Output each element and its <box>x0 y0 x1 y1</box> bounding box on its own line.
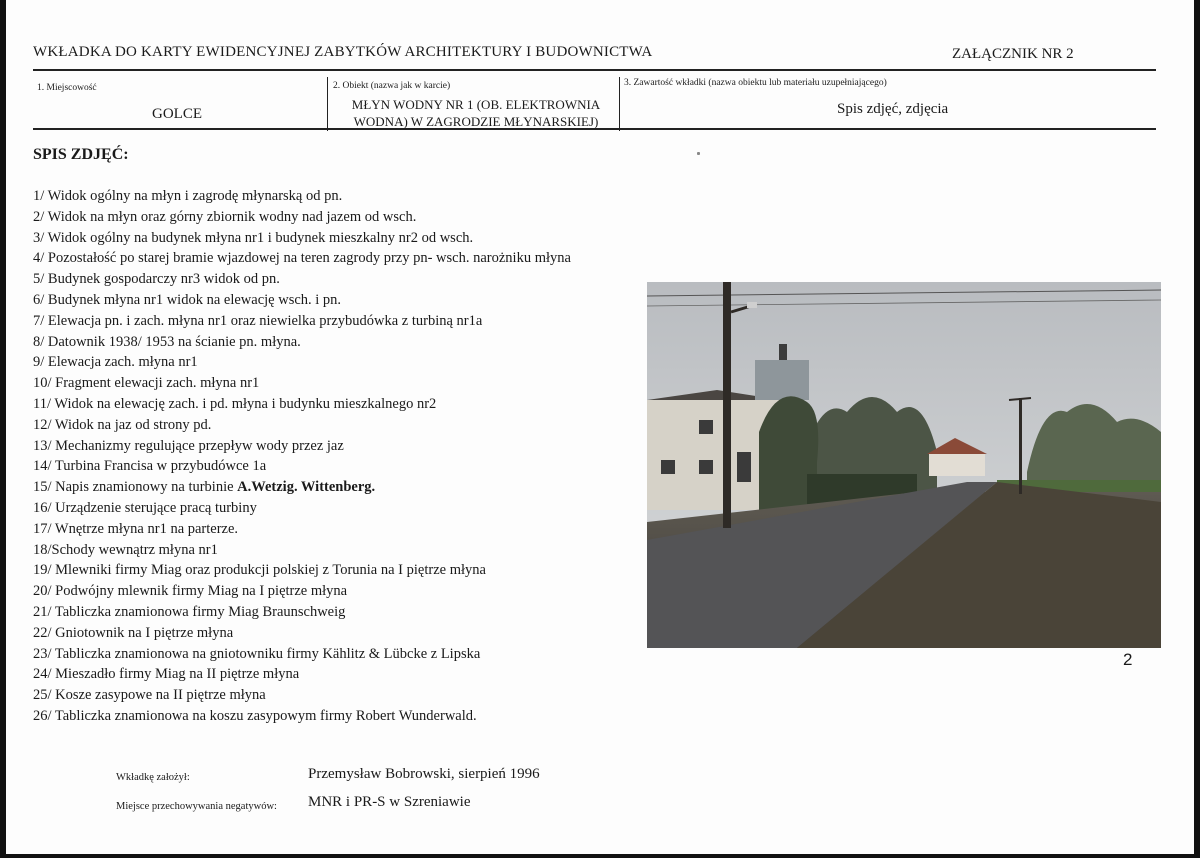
mill-photo <box>647 282 1161 648</box>
list-item <box>33 477 571 498</box>
object-value: MŁYN WODNY NR 1 (OB. ELEKTROWNIA WODNA) W ZAGRODZIE MŁYNARSKIEJ) <box>351 97 601 129</box>
list-item: 20/ Podwójny mlewnik firmy Miag na I piętrze młyna <box>33 583 348 600</box>
list-item: 25/ Kosze zasypowe na II piętrze młyna <box>33 687 266 704</box>
list-item: 13/ Mechanizmy regulujące przepływ wody przez jaz <box>33 437 344 454</box>
document-title: WKŁADKA DO KARTY EWIDENCYJNEJ ZABYTKÓW ARCHITEKTURY I BUDOWNICTWA <box>33 44 653 60</box>
field-divider-1 <box>327 77 328 131</box>
photo-list <box>33 186 571 727</box>
list-item: 19/ Mlewniki firmy Miag oraz produkcji polskiej z Torunia na I piętrze młyna <box>33 562 486 579</box>
scan-edge-bottom <box>0 854 1200 858</box>
content-value: Spis zdjęć, zdjęcia <box>837 101 949 117</box>
list-item: 1/ Widok ogólny na młyn i zagrodę młynarską od pn. <box>33 188 343 204</box>
list-item: 14/ Turbina Francisa w przybudówce 1a <box>33 458 267 475</box>
object-label: 2. Obiekt (nazwa jak w karcie) <box>333 81 451 91</box>
list-item: 10/ Fragment elewacji zach. młyna nr1 <box>33 375 260 392</box>
scan-edge-left <box>0 0 6 858</box>
list-item: 16/ Urządzenie sterujące pracą turbiny <box>33 499 257 516</box>
list-item: 7/ Elewacja pn. i zach. młyna nr1 oraz niewielka przybudówka z turbiną nr1a <box>33 312 483 329</box>
attachment-number: ZAŁĄCZNIK NR 2 <box>952 46 1074 62</box>
photo-list-heading: SPIS ZDJĘĆ: <box>33 146 129 163</box>
photo-number: 2 <box>1123 650 1133 669</box>
locality-label: 1. Miejscowość <box>37 83 97 93</box>
list-item: 21/ Tabliczka znamionowa firmy Miag Braunschweig <box>33 603 346 620</box>
storage-value: MNR i PR-S w Szreniawie <box>308 794 471 810</box>
list-item: 12/ Widok na jaz od strony pd. <box>33 416 212 433</box>
list-item: 4/ Pozostałość po starej bramie wjazdowej na teren zagrody przy pn- wsch. narożniku młyna <box>33 250 571 267</box>
list-item: 24/ Mieszadło firmy Miag na II piętrze młyna <box>33 666 300 683</box>
scan-speck <box>697 152 700 155</box>
turbine-maker-name: A.Wetzig. Wittenberg. <box>237 479 376 496</box>
list-item: 18/Schody wewnątrz młyna nr1 <box>33 541 218 558</box>
list-item: 17/ Wnętrze młyna nr1 na parterze. <box>33 520 239 537</box>
author-label: Wkładkę założył: <box>116 772 190 783</box>
list-item-text: 15/ Napis znamionowy na turbinie <box>33 479 238 496</box>
list-item: 11/ Widok na elewację zach. i pd. młyna i budynku mieszkalnego nr2 <box>33 395 437 412</box>
list-item: 26/ Tabliczka znamionowa na koszu zasypowym firmy Robert Wunderwald. <box>33 707 477 724</box>
list-item: 22/ Gniotownik na I piętrze młyna <box>33 624 234 641</box>
scan-edge-right <box>1194 0 1200 858</box>
author-value: Przemysław Bobrowski, sierpień 1996 <box>308 766 540 782</box>
list-item: 2/ Widok na młyn oraz górny zbiornik wodny nad jazem od wsch. <box>33 208 417 225</box>
list-item: 6/ Budynek młyna nr1 widok na elewację wsch. i pn. <box>33 291 342 308</box>
locality-value: GOLCE <box>152 106 202 122</box>
content-label: 3. Zawartość wkładki (nazwa obiektu lub materiału uzupełniającego) <box>624 78 887 88</box>
header-rule-top <box>33 69 1156 71</box>
field-divider-2 <box>619 77 620 131</box>
storage-label: Miejsce przechowywania negatywów: <box>116 801 277 812</box>
list-item: 8/ Datownik 1938/ 1953 na ścianie pn. młyna. <box>33 333 301 350</box>
list-item: 5/ Budynek gospodarczy nr3 widok od pn. <box>33 271 280 288</box>
list-item: 23/ Tabliczka znamionowa na gniotowniku firmy Kählitz & Lübcke z Lipska <box>33 645 481 662</box>
list-item: 9/ Elewacja zach. młyna nr1 <box>33 354 198 371</box>
list-item: 3/ Widok ogólny na budynek młyna nr1 i budynek mieszkalny nr2 od wsch. <box>33 229 474 246</box>
